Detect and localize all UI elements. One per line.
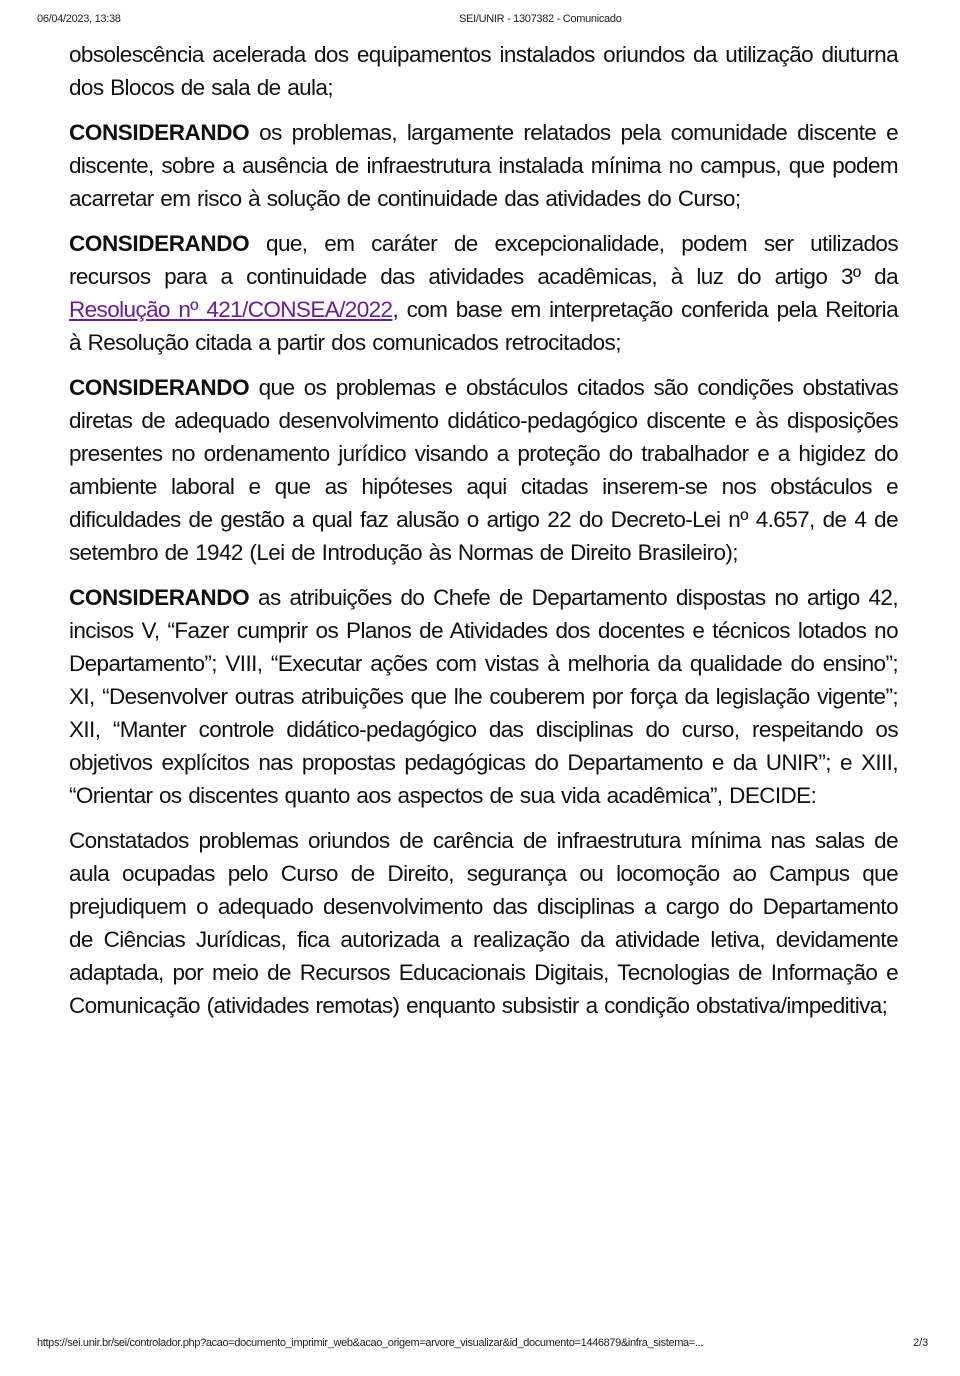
- considerando-lead: CONSIDERANDO: [69, 585, 250, 610]
- page-number: 2/3: [913, 1337, 929, 1349]
- paragraph-obsolescencia: [69, 38, 898, 104]
- considerando-lead: CONSIDERANDO: [69, 375, 250, 400]
- paragraph-decisao: [69, 824, 898, 1022]
- print-datetime: 06/04/2023, 13:38: [37, 13, 121, 25]
- considerando-lead: CONSIDERANDO: [69, 120, 250, 145]
- paragraph-text: , com base em interpretação conferida pela Reitoria à Resolução citada a partir dos comunicados retrocitados;: [69, 297, 898, 355]
- paragraph-considerando-atribuicoes: [69, 581, 898, 812]
- paragraph-text: Constatados problemas oriundos de carência de infraestrutura mínima nas salas de aula ocupadas pelo Curso de Direito, segurança ou locomoção ao Campus que prejudiquem o adequado desenvolvimento das disciplinas a cargo do Departamento de Ciências Jurídicas, fica autorizada a realização da atividade letiva, devidamente adaptada, por meio de Recursos Educacionais Digitais, Tecnologias de Informação e Comunicação (atividades remotas) enquanto subsistir a condição obstativa/impeditiva;: [69, 828, 898, 1018]
- document-title: SEI/UNIR - 1307382 - Comunicado: [459, 13, 622, 25]
- resolucao-421-link[interactable]: Resolução nº 421/CONSEA/2022: [69, 297, 393, 322]
- document-body: [69, 38, 898, 1034]
- paragraph-considerando-problemas: [69, 116, 898, 215]
- considerando-lead: CONSIDERANDO: [69, 231, 250, 256]
- print-footer: [0, 1337, 960, 1353]
- document-url: https://sei.unir.br/sei/controlador.php?acao=documento_imprimir_web&acao_origem=arvore_visualizar&id_documento=1446879&infra_sistema=...: [37, 1337, 703, 1349]
- paragraph-text: os problemas, largamente relatados pela comunidade discente e discente, sobre a ausência de infraestrutura instalada mínima no campus, que podem acarretar em risco à solução de continuidade das atividades do Curso;: [69, 120, 898, 211]
- paragraph-considerando-excepcionalidade: [69, 227, 898, 359]
- paragraph-text: as atribuições do Chefe de Departamento dispostas no artigo 42, incisos V, “Fazer cumprir os Planos de Atividades dos docentes e técnicos lotados no Departamento”; VIII, “Executar ações com vistas à melhoria da qualidade do ensino”; XI, “Desenvolver outras atribuições que lhe couberem por força da legislação vigente”; XII, “Manter controle didático-pedagógico das disciplinas do curso, respeitando os objetivos explícitos nas propostas pedagógicas do Departamento e da UNIR”; e XIII, “Orientar os discentes quanto aos aspectos de sua vida acadêmica”, DECIDE:: [69, 585, 898, 808]
- paragraph-text: que os problemas e obstáculos citados são condições obstativas diretas de adequado desenvolvimento didático-pedagógico discente e às disposições presentes no ordenamento jurídico visando a proteção do trabalhador e a higidez do ambiente laboral e que as hipóteses aqui citadas inserem-se nos obstáculos e dificuldades de gestão a qual faz alusão o artigo 22 do Decreto-Lei nº 4.657, de 4 de setembro de 1942 (Lei de Introdução às Normas de Direito Brasileiro);: [69, 375, 898, 565]
- paragraph-text: que, em caráter de excepcionalidade, podem ser utilizados recursos para a continuidade das atividades acadêmicas, à luz do artigo 3º da: [69, 231, 898, 289]
- paragraph-considerando-obstaculos: [69, 371, 898, 569]
- paragraph-text: obsolescência acelerada dos equipamentos instalados oriundos da utilização diuturna dos Blocos de sala de aula;: [69, 42, 898, 100]
- print-header: [0, 13, 960, 29]
